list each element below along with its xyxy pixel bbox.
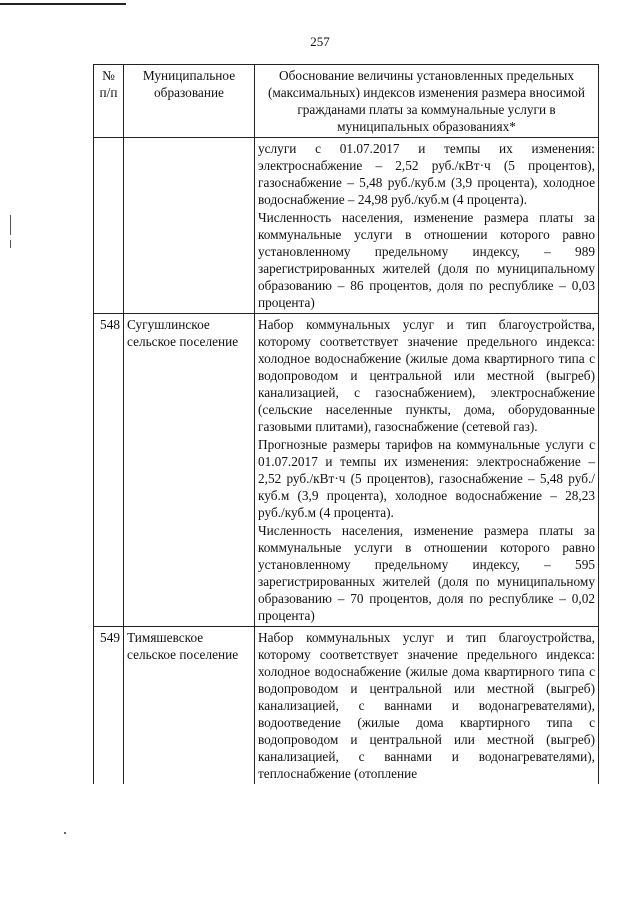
row-number <box>94 138 124 314</box>
margin-dot <box>64 832 66 834</box>
rationale-paragraph: Численность населения, изменение размера платы за коммунальные услуги в отношении которого равно установленному предельному индексу, – 595 зарегистрированных жителей (доля по муниципальному образованию – 70 процентов, доля по республике – 0,02 процента) <box>258 523 595 623</box>
row-rationale <box>255 314 599 627</box>
row-number: 549 <box>94 627 124 785</box>
row-municipality <box>124 138 255 314</box>
header-rationale: Обоснование величины установленных предельных (максимальных) индексов изменения размера вносимой гражданами платы за коммунальные услуги в муниципальных образованиях* <box>255 65 599 138</box>
row-municipality: Сугушлинское сельское поселение <box>124 314 255 627</box>
table-header-row <box>94 65 599 138</box>
row-municipality: Тимяшевское сельское поселение <box>124 627 255 785</box>
top-rule <box>0 3 126 5</box>
page-number: 257 <box>310 34 330 49</box>
table-row <box>94 627 599 785</box>
tariff-index-table <box>93 64 599 784</box>
margin-mark <box>10 215 11 235</box>
table-row <box>94 138 599 314</box>
row-number: 548 <box>94 314 124 627</box>
header-number: № п/п <box>94 65 124 138</box>
rationale-paragraph: Набор коммунальных услуг и тип благоустройства, которому соответствует значение предельного индекса: холодное водоснабжение (жилые дома квартирного типа с водопроводом и центральной или местной (выгреб) канализацией, с ваннами и водонагревателями), водоотведение (жилые дома квартирного типа с водопроводом и центральной или местной (выгреб) канализацией, с ваннами и водонагревателями), теплоснабжение (отопление <box>258 630 595 781</box>
rationale-paragraph: услуги с 01.07.2017 и темпы их изменения: электроснабжение – 2,52 руб./кВт·ч (5 процентов), газоснабжение – 5,48 руб./куб.м (3,9 процента), холодное водоснабжение – 24,98 руб./куб.м (4 процента). <box>258 141 595 207</box>
table-row <box>94 314 599 627</box>
header-municipality: Муниципальное образование <box>124 65 255 138</box>
row-rationale <box>255 138 599 314</box>
rationale-paragraph: Набор коммунальных услуг и тип благоустройства, которому соответствует значение предельного индекса: холодное водоснабжение (жилые дома квартирного типа с водопроводом и центральной или местной (выгреб) канализацией, с газоснабжением), электроснабжение (сельские населенные пункты, дома, оборудованные газовыми плитами), газоснабжение (сетевой газ). <box>258 317 595 434</box>
rationale-paragraph: Численность населения, изменение размера платы за коммунальные услуги в отношении которого равно установленному предельному индексу, – 989 зарегистрированных жителей (доля по муниципальному образованию – 86 процентов, доля по республике – 0,03 процента) <box>258 210 595 310</box>
margin-mark <box>10 240 11 248</box>
rationale-paragraph: Прогнозные размеры тарифов на коммунальные услуги с 01.07.2017 и темпы их изменения: электроснабжение – 2,52 руб./кВт·ч (5 процентов), газоснабжение – 5,48 руб./куб.м (3,9 процента), холодное водоснабжение – 28,23 руб./куб.м (4 процента). <box>258 437 595 520</box>
row-rationale <box>255 627 599 785</box>
